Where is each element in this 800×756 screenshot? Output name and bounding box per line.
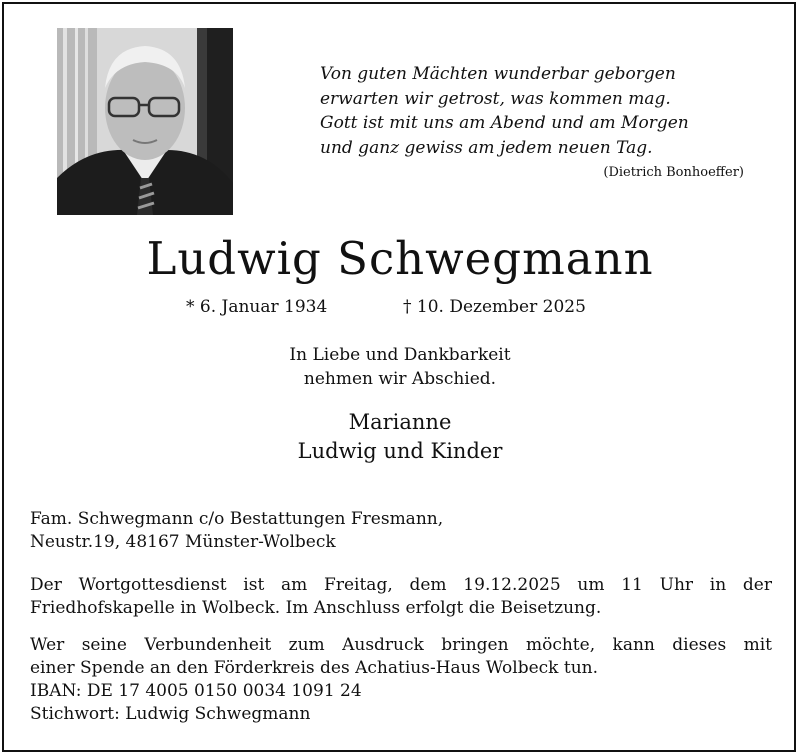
donation-line: einer Spende an den Förderkreis des Achatius-Haus Wolbeck tun. xyxy=(30,658,599,678)
death-date: † 10. Dezember 2025 xyxy=(403,297,586,317)
mourner-line: Marianne xyxy=(348,410,452,434)
birth-date: * 6. Januar 1934 xyxy=(186,297,328,317)
contact-address xyxy=(30,508,443,554)
poem-line: erwarten wir getrost, was kommen mag. xyxy=(320,88,671,109)
poem-line: und ganz gewiss am jedem neuen Tag. xyxy=(320,137,653,158)
donation-keyword: Stichwort: Ludwig Schwegmann xyxy=(30,704,311,724)
deceased-name: Ludwig Schwegmann xyxy=(146,232,654,285)
iban: IBAN: DE 17 4005 0150 0034 1091 24 xyxy=(30,681,362,701)
poem-line: Gott ist mit uns am Abend und am Morgen xyxy=(320,113,689,133)
address-line: Neustr.19, 48167 Münster-Wolbeck xyxy=(30,532,336,552)
donation-line: Wer seine Verbundenheit zum Ausdruck bringen möchte, kann dieses mit xyxy=(30,635,772,655)
mourner-line: Ludwig und Kinder xyxy=(297,439,503,463)
farewell-line: In Liebe und Dankbarkeit xyxy=(289,345,511,365)
service-line: Der Wortgottesdienst ist am Freitag, dem 19.12.2025 um 11 Uhr in der xyxy=(30,575,772,595)
service-info xyxy=(30,574,772,620)
farewell-line: nehmen wir Abschied. xyxy=(303,369,497,389)
poem-author: (Dietrich Bonhoeffer) xyxy=(603,165,744,180)
farewell-text xyxy=(0,343,800,391)
poem xyxy=(320,62,750,160)
portrait-photo xyxy=(57,28,233,215)
mourners xyxy=(0,408,800,466)
address-line: Fam. Schwegmann c/o Bestattungen Fresmann, xyxy=(30,509,444,529)
poem-line: Von guten Mächten wunderbar geborgen xyxy=(320,64,676,84)
donation-info xyxy=(30,634,772,726)
service-line: Friedhofskapelle in Wolbeck. Im Anschluss erfolgt die Beisetzung. xyxy=(30,598,602,618)
